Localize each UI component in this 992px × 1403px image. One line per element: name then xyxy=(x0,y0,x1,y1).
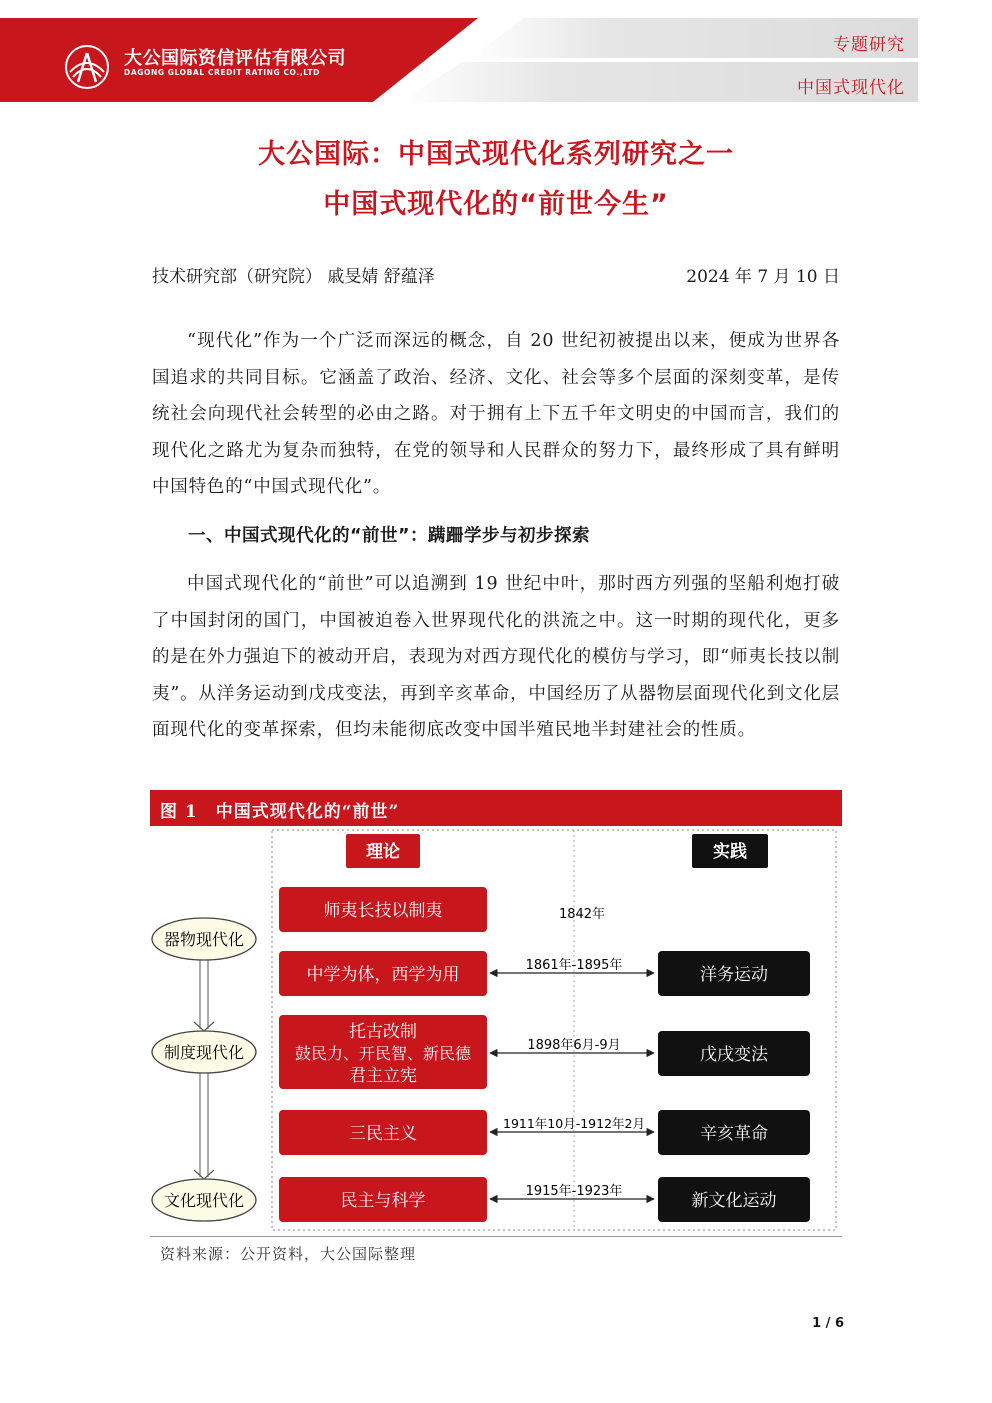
figure-caption-bar xyxy=(150,790,842,826)
byline-date: 2024 年 7 月 10 日 xyxy=(686,267,840,287)
header-tag-special-research: 专题研究 xyxy=(833,35,905,55)
stage-3 xyxy=(152,1179,256,1221)
stage-arrow-2 xyxy=(194,1073,214,1179)
doc-title-line1: 大公国际：中国式现代化系列研究之一 xyxy=(258,139,734,170)
stage-1-label: 器物现代化 xyxy=(163,930,245,949)
company-name-en: DAGONG GLOBAL CREDIT RATING CO.,LTD xyxy=(124,68,320,77)
stage-3-label: 文化现代化 xyxy=(163,1191,245,1210)
row-5-practice: 新文化运动 xyxy=(691,1191,777,1211)
company-name-cn: 大公国际资信评估有限公司 xyxy=(124,48,346,69)
row-5 xyxy=(279,1177,810,1222)
row-1-theory: 师夷长技以制夷 xyxy=(323,901,443,921)
modernization-diagram xyxy=(150,826,842,1236)
row-4 xyxy=(279,1110,810,1155)
row-5-theory: 民主与科学 xyxy=(340,1191,426,1211)
stage-2-label: 制度现代化 xyxy=(163,1043,245,1062)
practice-header: 实践 xyxy=(713,842,747,862)
row-3-theory-3: 君主立宪 xyxy=(349,1066,417,1086)
row-3-practice: 戊戌变法 xyxy=(700,1045,768,1065)
row-2 xyxy=(279,951,810,996)
row-2-theory: 中学为体，西学为用 xyxy=(306,965,460,985)
row-3 xyxy=(279,1015,810,1089)
dagong-logo-icon xyxy=(64,44,110,90)
figure-source: 资料来源：公开资料，大公国际整理 xyxy=(160,1245,417,1263)
row-3-theory-1: 托古改制 xyxy=(349,1022,417,1042)
theory-header: 理论 xyxy=(366,842,400,862)
row-4-period: 1911年10月-1912年2月 xyxy=(503,1116,645,1131)
row-3-theory-2: 鼓民力、开民智、新民德 xyxy=(294,1044,472,1063)
stage-arrow-1 xyxy=(194,960,214,1031)
row-4-theory: 三民主义 xyxy=(349,1124,417,1144)
doc-title-line2: 中国式现代化的“前世今生” xyxy=(323,189,669,220)
stage-2 xyxy=(152,1031,256,1073)
header-tag-topic: 中国式现代化 xyxy=(797,78,905,98)
row-1-period: 1842年 xyxy=(558,907,606,922)
stage-1 xyxy=(152,918,256,960)
page-number: 1 / 6 xyxy=(812,1316,844,1331)
paragraph-previous-life: 中国式现代化的“前世”可以追溯到 19 世纪中叶，那时西方列强的坚船利炮打破了中国封闭的国门，中国被迫卷入世界现代化的洪流之中。这一时期的现代化，更多的是在外力强迫下的被动开启，表现为对西方现代化的模仿与学习，即“师夷长技以制夷”。从洋务运动到戊戌变法，再到辛亥革命，中国经历了从器物层面现代化到文化层面现代化的变革探索，但均未能彻底改变中国半殖民地半封建社会的性质。 xyxy=(152,574,840,740)
row-5-period: 1915年-1923年 xyxy=(525,1184,623,1199)
row-1 xyxy=(279,887,605,932)
figure-bottom-rule xyxy=(150,1236,842,1237)
section-heading-1: 一、中国式现代化的“前世”：蹒跚学步与初步探索 xyxy=(188,526,591,546)
row-3-period: 1898年6月-9月 xyxy=(527,1038,621,1053)
figure-caption: 图 1 中国式现代化的“前世” xyxy=(160,802,400,822)
row-2-period: 1861年-1895年 xyxy=(525,958,623,973)
byline-authors: 技术研究部（研究院） 戚旻婧 舒蕴泽 xyxy=(152,267,435,287)
row-4-practice: 辛亥革命 xyxy=(700,1124,768,1144)
paragraph-intro: “现代化”作为一个广泛而深远的概念，自 20 世纪初被提出以来，便成为世界各国追求的共同目标。它涵盖了政治、经济、文化、社会等多个层面的深刻变革，是传统社会向现代社会转型的必由之路。对于拥有上下五千年文明史的中国而言，我们的现代化之路尤为复杂而独特，在党的领导和人民群众的努力下，最终形成了具有鲜明中国特色的“中国式现代化”。 xyxy=(152,331,840,497)
row-2-practice: 洋务运动 xyxy=(700,965,768,985)
